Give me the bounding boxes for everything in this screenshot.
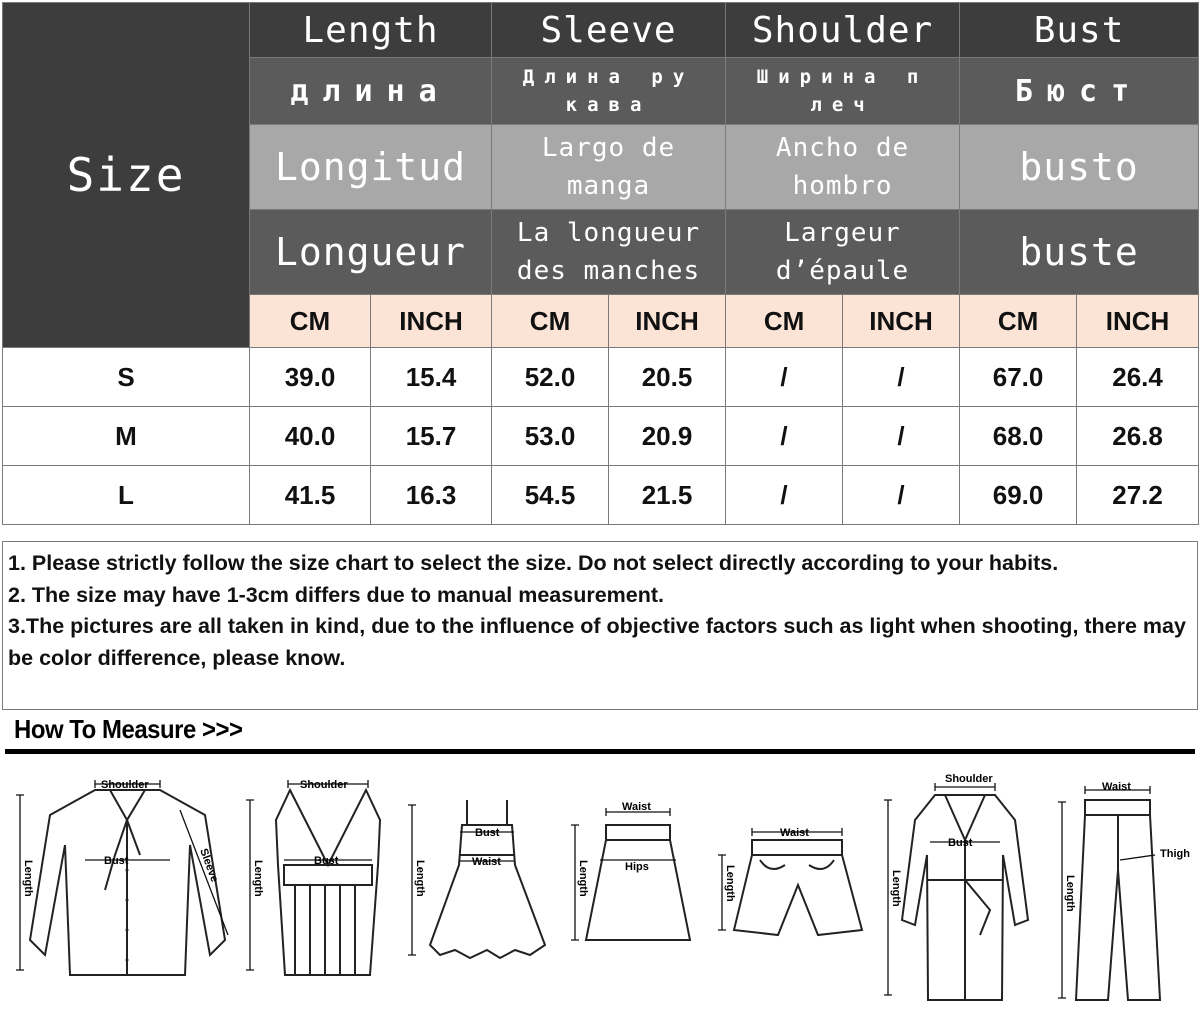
table-cell: /: [843, 407, 960, 466]
table-row: [3, 407, 1199, 466]
table-cell: 39.0: [250, 348, 371, 407]
size-chart-table: [2, 2, 1199, 525]
shoulder-header-ru: Ширина п леч: [726, 58, 960, 125]
sundress-bust-label: Bust: [475, 827, 500, 839]
shorts-length-label: Length: [724, 865, 736, 902]
table-cell: 54.5: [492, 466, 609, 525]
blouse-length-label: Length: [22, 860, 34, 897]
coat-icon: [884, 773, 1028, 1000]
note-1: 1. Please strictly follow the size chart to select the size. Do not select directly according to your habits.: [8, 551, 1059, 575]
vest-length-label: Length: [252, 860, 264, 897]
size-notes: [2, 541, 1198, 710]
table-cell: /: [843, 348, 960, 407]
row-size: M: [3, 407, 250, 466]
sleeve-cm-header: CM: [492, 295, 609, 348]
sleeve-inch-header: INCH: [609, 295, 726, 348]
table-cell: 69.0: [960, 466, 1077, 525]
table-cell: 15.4: [371, 348, 492, 407]
sleeve-header-ru: Длина ру кава: [492, 58, 726, 125]
skirt-waist-label: Waist: [622, 801, 651, 813]
table-cell: 16.3: [371, 466, 492, 525]
table-row: [3, 348, 1199, 407]
vest-shoulder-label: Shoulder: [300, 779, 348, 791]
table-cell: 52.0: [492, 348, 609, 407]
table-cell: 67.0: [960, 348, 1077, 407]
sundress-waist-label: Waist: [472, 856, 501, 868]
trousers-waist-label: Waist: [1102, 781, 1131, 793]
shoulder-cm-header: CM: [726, 295, 843, 348]
shorts-icon: [718, 827, 862, 935]
table-cell: 41.5: [250, 466, 371, 525]
bust-inch-header: INCH: [1077, 295, 1199, 348]
table-cell: 20.9: [609, 407, 726, 466]
table-cell: 53.0: [492, 407, 609, 466]
blouse-sleeve-label: Sleeve: [197, 846, 221, 884]
sleeve-header-en: Sleeve: [492, 3, 726, 58]
table-cell: 68.0: [960, 407, 1077, 466]
sleeve-header-fr: La longueur des manches: [492, 210, 726, 295]
length-header-ru: длина: [250, 58, 492, 125]
coat-bust-label: Bust: [948, 837, 973, 849]
table-cell: 26.8: [1077, 407, 1199, 466]
bust-header-fr: buste: [960, 210, 1199, 295]
sleeve-header-es: Largo de manga: [492, 125, 726, 210]
sundress-length-label: Length: [414, 860, 426, 897]
vest-icon: [246, 779, 380, 975]
skirt-icon: [571, 801, 690, 940]
how-to-measure-title: How To Measure >>>: [14, 714, 243, 744]
length-header-en: Length: [250, 3, 492, 58]
table-cell: 40.0: [250, 407, 371, 466]
table-cell: /: [726, 466, 843, 525]
length-inch-header: INCH: [371, 295, 492, 348]
note-3: 3.The pictures are all taken in kind, due to the influence of objective factors such as light when shooting, there may be color difference, please know.: [8, 614, 1186, 670]
blouse-shoulder-label: Shoulder: [101, 779, 149, 791]
bust-header-es: busto: [960, 125, 1199, 210]
size-header: Size: [3, 3, 250, 348]
blouse-bust-label: Bust: [104, 855, 129, 867]
length-cm-header: CM: [250, 295, 371, 348]
table-cell: /: [726, 407, 843, 466]
table-cell: /: [843, 466, 960, 525]
vest-bust-label: Bust: [314, 855, 339, 867]
table-cell: /: [726, 348, 843, 407]
bust-header-en: Bust: [960, 3, 1199, 58]
sundress-icon: [408, 800, 545, 958]
shoulder-header-fr: Largeur d’épaule: [726, 210, 960, 295]
table-cell: 21.5: [609, 466, 726, 525]
skirt-hips-label: Hips: [625, 861, 649, 873]
length-header-es: Longitud: [250, 125, 492, 210]
section-divider: [5, 749, 1195, 754]
shoulder-inch-header: INCH: [843, 295, 960, 348]
coat-shoulder-label: Shoulder: [945, 773, 993, 785]
shoulder-header-es: Ancho de hombro: [726, 125, 960, 210]
note-2: 2. The size may have 1-3cm differs due to manual measurement.: [8, 582, 664, 607]
skirt-length-label: Length: [577, 860, 589, 897]
coat-length-label: Length: [890, 870, 902, 907]
table-cell: 15.7: [371, 407, 492, 466]
table-cell: 20.5: [609, 348, 726, 407]
row-size: S: [3, 348, 250, 407]
table-cell: 27.2: [1077, 466, 1199, 525]
blouse-icon: [16, 779, 228, 975]
shoulder-header-en: Shoulder: [726, 3, 960, 58]
bust-header-ru: Бюст: [960, 58, 1199, 125]
table-row: [3, 466, 1199, 525]
row-size: L: [3, 466, 250, 525]
shorts-waist-label: Waist: [780, 827, 809, 839]
table-cell: 26.4: [1077, 348, 1199, 407]
bust-cm-header: CM: [960, 295, 1077, 348]
trousers-icon: [1058, 781, 1190, 1000]
trousers-length-label: Length: [1064, 875, 1076, 912]
length-header-fr: Longueur: [250, 210, 492, 295]
measurement-illustrations: [0, 760, 1200, 1020]
trousers-thigh-label: Thigh: [1160, 848, 1190, 860]
